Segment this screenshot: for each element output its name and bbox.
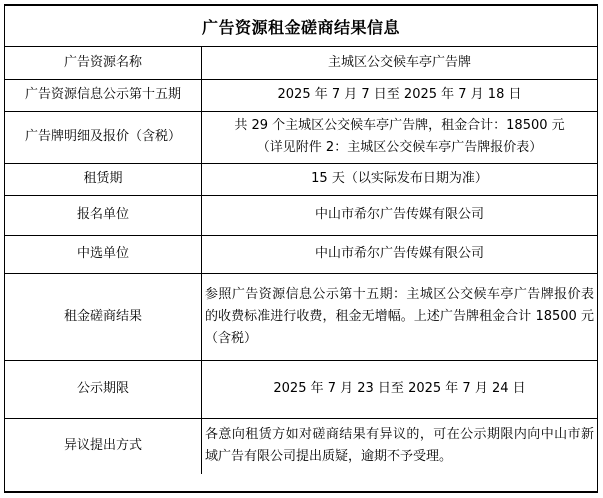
billboard-details-line-2: （详见附件 2：主城区公交候车亭广告牌报价表） [256,140,543,155]
table-row [5,47,597,79]
row-label-applicant: 报名单位 [5,195,202,235]
table-row [5,418,597,474]
table-row [5,235,597,273]
table-row [5,79,597,111]
row-label-objection-method: 异议提出方式 [5,418,202,474]
row-label-selected-unit: 中选单位 [5,235,202,273]
row-label-resource-name: 广告资源名称 [5,47,202,79]
row-label-lease-term: 租赁期 [5,163,202,195]
row-label-billboard-details: 广告牌明细及报价（含税） [5,111,202,163]
table-row [5,195,597,235]
results-table [5,47,597,474]
row-value-lease-term: 15 天（以实际发布日期为准） [202,163,598,195]
row-label-negotiation-result: 租金磋商结果 [5,273,202,360]
table-row [5,273,597,360]
table-row [5,111,597,163]
row-value-resource-name: 主城区公交候车亭广告牌 [202,47,598,79]
row-label-notice-deadline: 公示期限 [5,360,202,418]
row-value-objection-method: 各意向租赁方如对磋商结果有异议的，可在公示期限内向中山市新域广告有限公司提出质疑，逾期不予受理。 [202,418,598,474]
row-value-billboard-details [202,111,598,163]
row-value-applicant: 中山市希尔广告传媒有限公司 [202,195,598,235]
row-value-negotiation-result: 参照广告资源信息公示第十五期：主城区公交候车亭广告牌报价表的收费标准进行收费，租金无增幅。上述广告牌租金合计 18500 元（含税） [202,273,598,360]
document-title: 广告资源租金磋商结果信息 [5,6,597,47]
row-label-notice-period: 广告资源信息公示第十五期 [5,79,202,111]
billboard-details-line-1: 共 29 个主城区公交候车亭广告牌，租金合计：18500 元 [234,118,565,133]
table-row [5,360,597,418]
table-row [5,163,597,195]
row-value-notice-period: 2025 年 7 月 7 日至 2025 年 7 月 18 日 [202,79,598,111]
row-value-notice-deadline: 2025 年 7 月 23 日至 2025 年 7 月 24 日 [202,360,598,418]
row-value-selected-unit: 中山市希尔广告传媒有限公司 [202,235,598,273]
results-document [4,4,598,493]
